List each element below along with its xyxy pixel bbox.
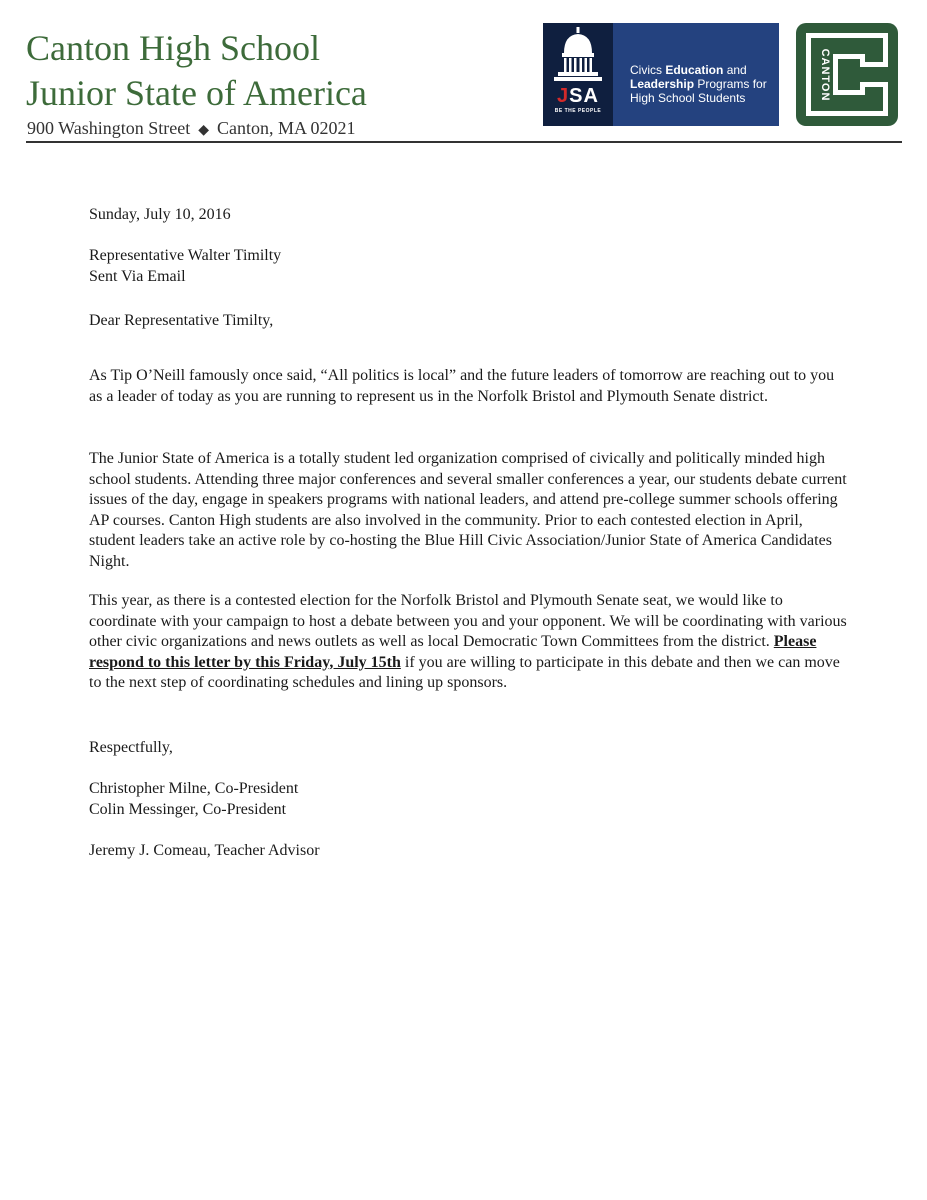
jsa-description: Civics Education and Leadership Programs for High School Students [630,63,767,105]
canton-c-logo [796,23,898,126]
paragraph-3: This year, as there is a contested election for the Norfolk Bristol and Plymouth Senate seat, we would like to coordinate with your campaign to host a debate between you and your opponent. We will be coordinating with various other civic organizations and news outlets as well as local Democratic Town Committees from the district. Please respond to this letter by this Friday, July 15th if you are willing to participate in this debate and then we can move to the next step of coordinating schedules and lining up sponsors. [89,592,847,691]
header-divider [26,141,902,143]
jsa-capitol-mark [543,23,613,126]
jsa-tagline: BE THE PEOPLE [554,108,602,114]
jsa-wordmark: JSA [557,85,599,107]
capitol-icon [552,27,604,85]
response-deadline: Please respond to this letter by this Friday, July 15th [89,633,817,671]
address-line [27,118,356,139]
street-address: 900 Washington Street [27,118,191,138]
closing: Respectfully, [89,739,173,756]
city-state-zip: Canton, MA 02021 [217,118,356,138]
organization-name: Junior State of America [26,73,367,113]
salutation: Dear Representative Timilty, [89,312,274,329]
recipient-block [89,246,849,287]
paragraph-1: As Tip O’Neill famously once said, “All politics is local” and the future leaders of tomorrow are reaching out to you as a leader of today as you are running to represent us in the Norfolk Bristol and Plymouth Senate district. [89,367,835,405]
jsa-logo [543,23,779,126]
canton-vertical-text: CANTON [819,48,831,102]
signer-2: Colin Messinger, Co-President [89,800,287,818]
letter-date: Sunday, July 10, 2016 [89,206,231,223]
advisor-signature: Jeremy J. Comeau, Teacher Advisor [89,842,320,859]
signature-block [89,779,849,820]
signer-1: Christopher Milne, Co-President [89,780,299,797]
diamond-icon: ◆ [198,123,209,138]
paragraph-2: The Junior State of America is a totally student led organization comprised of civically and politically minded high school students. Attending three major conferences and several smaller conferences a year, our students debate current issues of the day, engage in speakers programs with national leaders, and attend pre-college summer schools offering AP courses. Canton High students are also involved in the community. Prior to each contested election in April, student leaders take an active role by co-hosting the Blue Hill Civic Association/Junior State of America Candidates Night. [89,450,847,570]
recipient-name: Representative Walter Timilty [89,247,282,264]
delivery-method: Sent Via Email [89,267,186,285]
school-name: Canton High School [26,28,320,68]
